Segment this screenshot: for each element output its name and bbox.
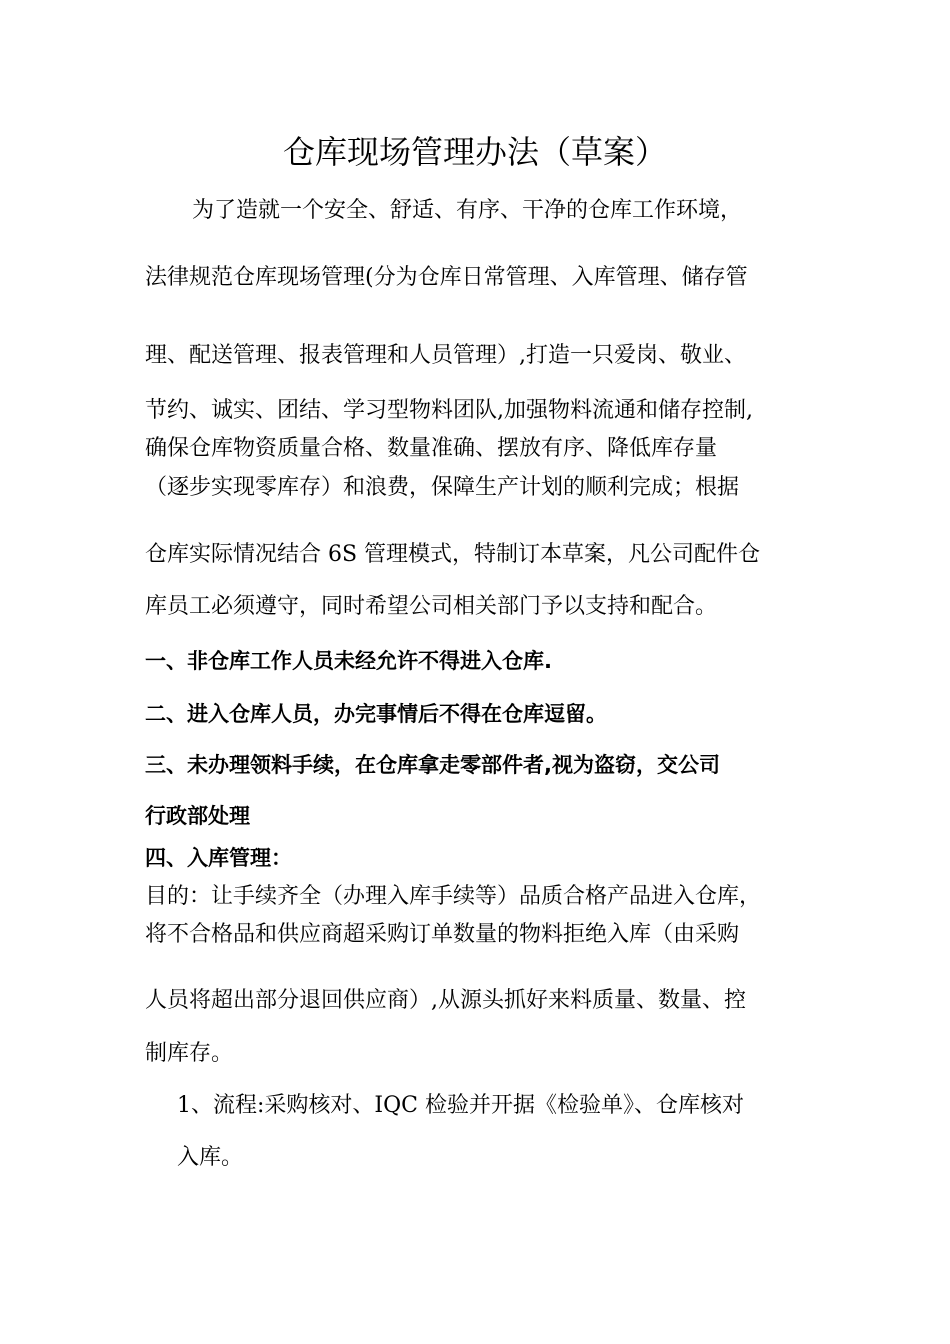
- intro-line-1: 为了造就一个安全、舒适、有序、干净的仓库工作环境，: [192, 198, 743, 223]
- section-heading-inbound: 四、入库管理：: [145, 846, 292, 870]
- rule-1: 一、非仓库工作人员未经允许不得进入仓库.: [145, 649, 552, 673]
- intro-line-7: 仓库实际情况结合 6S 管理模式，特制订本草案，凡公司配件仓: [145, 542, 761, 567]
- purpose-line-4: 制库存。: [145, 1041, 234, 1066]
- process-item-1: 1、流程:采购核对、IQC 检验并开据《检验单》、仓库核对: [177, 1093, 744, 1118]
- intro-line-2: 法律规范仓库现场管理(分为仓库日常管理、入库管理、储存管: [145, 265, 748, 290]
- process-item-1-continued: 入库。: [177, 1145, 244, 1170]
- intro-line-4: 节约、诚实、团结、学习型物料团队,加强物料流通和储存控制,: [145, 398, 753, 423]
- intro-line-6: （逐步实现零库存）和浪费，保障生产计划的顺利完成；根据: [145, 475, 740, 500]
- rule-3-continued: 行政部处理: [145, 804, 250, 828]
- rule-3: 三、未办理领料手续，在仓库拿走零部件者,视为盗窃，交公司: [145, 753, 720, 777]
- intro-line-5: 确保仓库物资质量合格、数量准确、摆放有序、降低库存量: [145, 436, 718, 461]
- purpose-line-2: 将不合格品和供应商超采购订单数量的物料拒绝入库（由采购: [145, 922, 740, 947]
- rule-2: 二、进入仓库人员，办完事情后不得在仓库逗留。: [145, 702, 607, 726]
- purpose-line-3: 人员将超出部分退回供应商）,从源头抓好来料质量、数量、控: [145, 988, 746, 1013]
- purpose-line-1: 目的：让手续齐全（办理入库手续等）品质合格产品进入仓库，: [145, 884, 762, 909]
- document-title: 仓库现场管理办法（草案）: [282, 133, 667, 171]
- intro-line-3: 理、配送管理、报表管理和人员管理）,打造一只爱岗、敬业、: [145, 343, 746, 368]
- intro-line-8: 库员工必须遵守，同时希望公司相关部门予以支持和配合。: [145, 594, 718, 619]
